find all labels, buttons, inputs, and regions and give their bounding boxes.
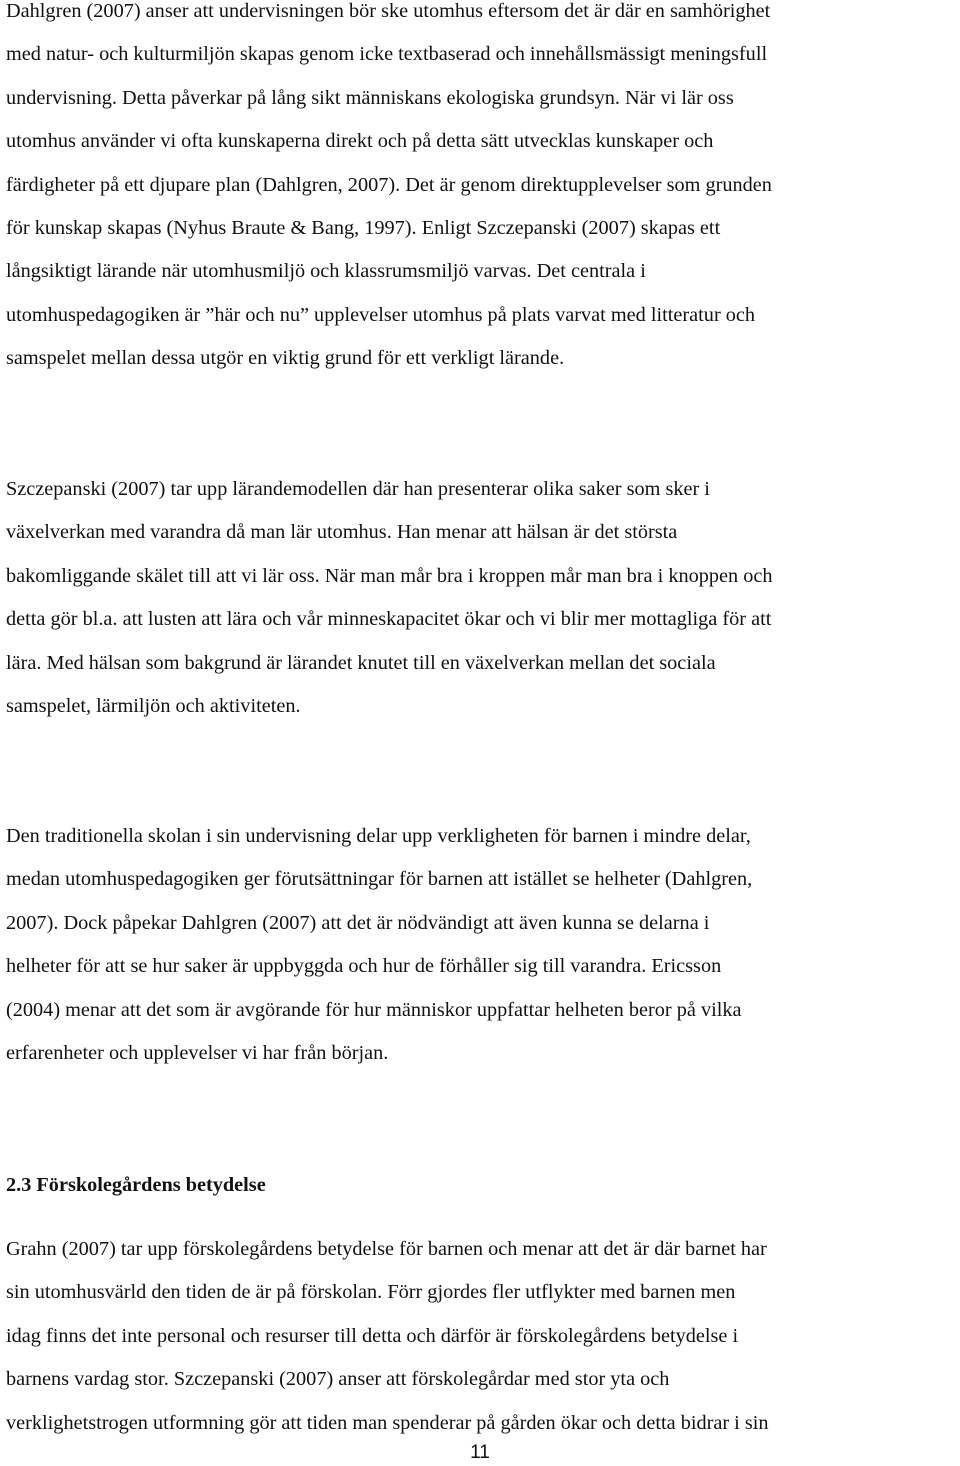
text-line: växelverkan med varandra då man lär utomhus. Han menar att hälsan är det största <box>6 521 678 544</box>
text-line: idag finns det inte personal och resurser till detta och därför är förskolegårdens betydelse i <box>6 1324 739 1347</box>
text-line: utomhus använder vi ofta kunskaperna direkt och på detta sätt utvecklas kunskaper och <box>6 130 714 153</box>
paragraph-preschool-yard <box>6 1228 958 1445</box>
page-number: 11 <box>470 1442 490 1463</box>
text-line: helheter för att se hur saker är uppbyggda och hur de förhåller sig till varandra. Ericsson <box>6 955 722 978</box>
text-line: färdigheter på ett djupare plan (Dahlgren, 2007). Det är genom direktupplevelser som grunden <box>6 173 772 196</box>
text-line: verklighetstrogen utformning gör att tiden man spenderar på gården ökar och detta bidrar i sin <box>6 1411 769 1434</box>
paragraph-outdoor-teaching <box>6 0 958 381</box>
text-line: för kunskap skapas (Nyhus Braute & Bang, 1997). Enligt Szczepanski (2007) skapas ett <box>6 217 721 240</box>
paragraph-learning-model <box>6 468 958 728</box>
paragraph-traditional-school <box>6 815 958 1075</box>
text-line: samspelet mellan dessa utgör en viktig grund för ett verkligt lärande. <box>6 347 565 370</box>
text-line: Szczepanski (2007) tar upp lärandemodellen där han presenterar olika saker som sker i <box>6 478 710 500</box>
text-line: sin utomhusvärld den tiden de är på förskolan. Förr gjordes fler utflykter med barnen men <box>6 1281 736 1304</box>
text-line: Den traditionella skolan i sin undervisning delar upp verkligheten för barnen i mindre delar, <box>6 825 751 847</box>
text-line: undervisning. Detta påverkar på lång sikt människans ekologiska grundsyn. När vi lär oss <box>6 86 734 109</box>
text-line: långsiktigt lärande när utomhusmiljö och klassrumsmiljö varvas. Det centrala i <box>6 260 646 283</box>
text-line: med natur- och kulturmiljön skapas genom icke textbaserad och innehållsmässigt meningsfull <box>6 43 768 66</box>
text-line: barnens vardag stor. Szczepanski (2007) anser att förskolegårdar med stor yta och <box>6 1368 670 1391</box>
text-line: bakomliggande skälet till att vi lär oss. När man mår bra i kroppen mår man bra i knoppen och <box>6 564 773 587</box>
text-line: lära. Med hälsan som bakgrund är lärandet knutet till en växelverkan mellan det sociala <box>6 651 716 674</box>
text-line: (2004) menar att det som är avgörande för hur människor uppfattar helheten beror på vilka <box>6 998 742 1021</box>
text-line: detta gör bl.a. att lusten att lära och vår minneskapacitet ökar och vi blir mer mottagliga för att <box>6 608 772 631</box>
text-line: samspelet, lärmiljön och aktiviteten. <box>6 695 301 718</box>
text-line: Grahn (2007) tar upp förskolegårdens betydelse för barnen och menar att det är där barnet har <box>6 1238 767 1260</box>
text-line: utomhuspedagogiken är ”här och nu” upplevelser utomhus på plats varvat med litteratur och <box>6 303 756 326</box>
text-line: Dahlgren (2007) anser att undervisningen bör ske utomhus eftersom det är där en samhörighet <box>6 0 771 22</box>
text-line: 2007). Dock påpekar Dahlgren (2007) att det är nödvändigt att även kunna se delarna i <box>6 911 710 934</box>
section-heading: 2.3 Förskolegårdens betydelse <box>6 1174 266 1196</box>
text-line: erfarenheter och upplevelser vi har från början. <box>6 1042 389 1065</box>
text-line: medan utomhuspedagogiken ger förutsättningar för barnen att istället se helheter (Dahlgren, <box>6 868 753 891</box>
